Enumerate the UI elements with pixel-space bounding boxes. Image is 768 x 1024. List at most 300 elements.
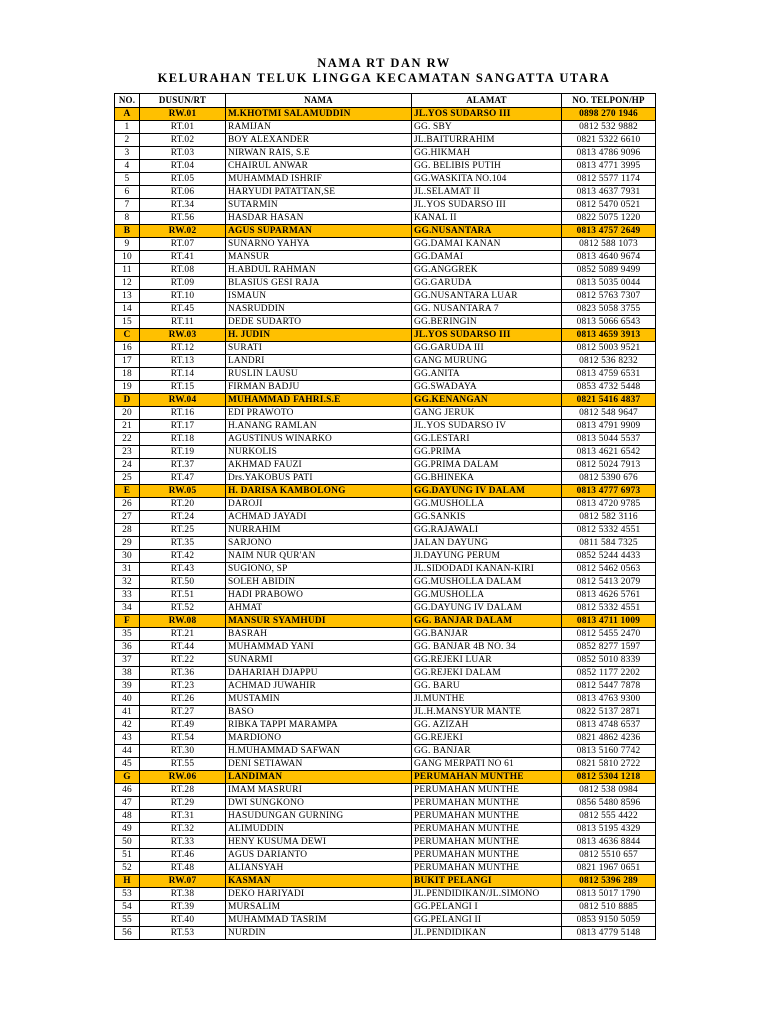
table-row: [115, 446, 656, 459]
cell-no: A: [115, 108, 140, 121]
cell-telpon: 0813 4759 6531: [562, 368, 656, 381]
cell-nama: DAROJI: [226, 498, 412, 511]
cell-no: 8: [115, 212, 140, 225]
cell-dusun-rt: RT.49: [140, 719, 226, 732]
table-row: [115, 407, 656, 420]
cell-telpon: 0812 5763 7307: [562, 290, 656, 303]
cell-nama: SUTARMIN: [226, 199, 412, 212]
cell-no: 24: [115, 459, 140, 472]
cell-nama: RUSLIN LAUSU: [226, 368, 412, 381]
table-row: [115, 199, 656, 212]
cell-nama: SUNARMI: [226, 654, 412, 667]
cell-no: 33: [115, 589, 140, 602]
cell-telpon: 0812 5470 0521: [562, 199, 656, 212]
cell-alamat: GG.DAMAI: [412, 251, 562, 264]
table-row: [115, 433, 656, 446]
cell-telpon: 0813 4777 6973: [562, 485, 656, 498]
table-row: [115, 173, 656, 186]
cell-nama: SURATI: [226, 342, 412, 355]
cell-no: 28: [115, 524, 140, 537]
cell-alamat: JL.YOS SUDARSO III: [412, 199, 562, 212]
cell-dusun-rt: RT.08: [140, 264, 226, 277]
cell-no: 16: [115, 342, 140, 355]
cell-alamat: PERUMAHAN MUNTHE: [412, 823, 562, 836]
cell-alamat: GG.BERINGIN: [412, 316, 562, 329]
cell-dusun-rt: RT.22: [140, 654, 226, 667]
table-row: [115, 134, 656, 147]
cell-nama: HARYUDI PATATTAN,SE: [226, 186, 412, 199]
cell-nama: Drs.YAKOBUS PATI: [226, 472, 412, 485]
cell-nama: HENY KUSUMA DEWI: [226, 836, 412, 849]
cell-telpon: 0811 584 7325: [562, 537, 656, 550]
table-row: [115, 836, 656, 849]
cell-alamat: GG. BANJAR: [412, 745, 562, 758]
cell-telpon: 0812 5396 289: [562, 875, 656, 888]
cell-alamat: GANG MURUNG: [412, 355, 562, 368]
cell-no: 36: [115, 641, 140, 654]
cell-dusun-rt: RT.52: [140, 602, 226, 615]
cell-dusun-rt: RT.29: [140, 797, 226, 810]
cell-telpon: 0852 8277 1597: [562, 641, 656, 654]
cell-telpon: 0852 5089 9499: [562, 264, 656, 277]
cell-dusun-rt: RT.40: [140, 914, 226, 927]
table-row: [115, 238, 656, 251]
cell-no: 54: [115, 901, 140, 914]
cell-no: 39: [115, 680, 140, 693]
cell-alamat: GG.BHINEKA: [412, 472, 562, 485]
cell-telpon: 0813 5017 1790: [562, 888, 656, 901]
table-row: [115, 511, 656, 524]
cell-telpon: 0812 5447 7878: [562, 680, 656, 693]
cell-telpon: 0852 5244 4433: [562, 550, 656, 563]
rw-row: [115, 108, 656, 121]
cell-alamat: GANG MERPATI NO 61: [412, 758, 562, 771]
cell-nama: DAHARIAH DJAPPU: [226, 667, 412, 680]
cell-nama: MANSUR SYAMHUDI: [226, 615, 412, 628]
cell-no: 38: [115, 667, 140, 680]
cell-telpon: 0853 4732 5448: [562, 381, 656, 394]
table-row: [115, 303, 656, 316]
table-row: [115, 758, 656, 771]
cell-alamat: GG.REJEKI LUAR: [412, 654, 562, 667]
cell-nama: HADI PRABOWO: [226, 589, 412, 602]
cell-alamat: JL.PENDIDIKAN: [412, 927, 562, 940]
table-row: [115, 381, 656, 394]
cell-telpon: 0813 4659 3913: [562, 329, 656, 342]
cell-telpon: 0813 4720 9785: [562, 498, 656, 511]
cell-no: H: [115, 875, 140, 888]
cell-alamat: PERUMAHAN MUNTHE: [412, 849, 562, 862]
cell-dusun-rt: RT.19: [140, 446, 226, 459]
cell-telpon: 0812 5332 4551: [562, 524, 656, 537]
cell-telpon: 0813 5160 7742: [562, 745, 656, 758]
cell-dusun-rt: RW.07: [140, 875, 226, 888]
cell-dusun-rt: RT.36: [140, 667, 226, 680]
cell-telpon: 0813 4757 2649: [562, 225, 656, 238]
cell-alamat: GG.ANITA: [412, 368, 562, 381]
cell-dusun-rt: RT.14: [140, 368, 226, 381]
cell-telpon: 0813 4779 5148: [562, 927, 656, 940]
cell-dusun-rt: RT.07: [140, 238, 226, 251]
cell-nama: BLASIUS GESI RAJA: [226, 277, 412, 290]
cell-nama: ALIMUDDIN: [226, 823, 412, 836]
cell-alamat: PERUMAHAN MUNTHE: [412, 771, 562, 784]
table-row: [115, 628, 656, 641]
cell-nama: SUNARNO YAHYA: [226, 238, 412, 251]
cell-no: 56: [115, 927, 140, 940]
cell-alamat: PERUMAHAN MUNTHE: [412, 797, 562, 810]
cell-nama: CHAIRUL ANWAR: [226, 160, 412, 173]
cell-no: F: [115, 615, 140, 628]
cell-no: 13: [115, 290, 140, 303]
table-row: [115, 524, 656, 537]
cell-nama: RAMIJAN: [226, 121, 412, 134]
cell-alamat: GG.GARUDA: [412, 277, 562, 290]
cell-alamat: GG.SWADAYA: [412, 381, 562, 394]
table-row: [115, 251, 656, 264]
cell-dusun-rt: RT.38: [140, 888, 226, 901]
cell-nama: NURDIN: [226, 927, 412, 940]
table-row: [115, 355, 656, 368]
cell-nama: LANDIMAN: [226, 771, 412, 784]
table-body: [115, 108, 656, 940]
cell-no: 20: [115, 407, 140, 420]
cell-telpon: 0812 5577 1174: [562, 173, 656, 186]
cell-dusun-rt: RT.23: [140, 680, 226, 693]
table-row: [115, 719, 656, 732]
cell-nama: AGUS SUPARMAN: [226, 225, 412, 238]
cell-no: 7: [115, 199, 140, 212]
table-row: [115, 888, 656, 901]
cell-dusun-rt: RT.51: [140, 589, 226, 602]
cell-dusun-rt: RT.41: [140, 251, 226, 264]
cell-alamat: GG.REJEKI: [412, 732, 562, 745]
cell-dusun-rt: RT.26: [140, 693, 226, 706]
cell-telpon: 0853 9150 5059: [562, 914, 656, 927]
cell-alamat: JL.BAITURRAHIM: [412, 134, 562, 147]
cell-nama: AGUSTINUS WINARKO: [226, 433, 412, 446]
cell-telpon: 0812 5413 2079: [562, 576, 656, 589]
cell-nama: ISMAUN: [226, 290, 412, 303]
cell-no: 6: [115, 186, 140, 199]
cell-no: 42: [115, 719, 140, 732]
table-row: [115, 316, 656, 329]
cell-no: 23: [115, 446, 140, 459]
header-dusun-rt: DUSUN/RT: [140, 94, 226, 108]
cell-telpon: 0821 4862 4236: [562, 732, 656, 745]
cell-no: B: [115, 225, 140, 238]
table-row: [115, 901, 656, 914]
cell-no: G: [115, 771, 140, 784]
rw-row: [115, 485, 656, 498]
cell-dusun-rt: RT.28: [140, 784, 226, 797]
table-row: [115, 342, 656, 355]
cell-dusun-rt: RT.48: [140, 862, 226, 875]
cell-alamat: GG.MUSHOLLA DALAM: [412, 576, 562, 589]
cell-no: 18: [115, 368, 140, 381]
cell-nama: BASO: [226, 706, 412, 719]
table-row: [115, 927, 656, 940]
cell-telpon: 0813 4621 6542: [562, 446, 656, 459]
cell-dusun-rt: RT.43: [140, 563, 226, 576]
cell-dusun-rt: RT.06: [140, 186, 226, 199]
table-row: [115, 667, 656, 680]
cell-no: 30: [115, 550, 140, 563]
cell-alamat: GG. AZIZAH: [412, 719, 562, 732]
cell-telpon: 0813 4786 9096: [562, 147, 656, 160]
cell-telpon: 0812 532 9882: [562, 121, 656, 134]
cell-dusun-rt: RT.16: [140, 407, 226, 420]
cell-telpon: 0812 5390 676: [562, 472, 656, 485]
cell-dusun-rt: RT.27: [140, 706, 226, 719]
cell-alamat: KANAL II: [412, 212, 562, 225]
cell-dusun-rt: RT.13: [140, 355, 226, 368]
cell-nama: ACHMAD JAYADI: [226, 511, 412, 524]
table-row: [115, 186, 656, 199]
cell-no: 9: [115, 238, 140, 251]
cell-dusun-rt: RT.42: [140, 550, 226, 563]
table-row: [115, 706, 656, 719]
cell-dusun-rt: RW.08: [140, 615, 226, 628]
cell-nama: DEKO HARIYADI: [226, 888, 412, 901]
cell-alamat: GG. BANJAR 4B NO. 34: [412, 641, 562, 654]
cell-nama: MARDIONO: [226, 732, 412, 745]
cell-dusun-rt: RT.02: [140, 134, 226, 147]
header-alamat: ALAMAT: [412, 94, 562, 108]
cell-no: 5: [115, 173, 140, 186]
cell-dusun-rt: RT.03: [140, 147, 226, 160]
cell-alamat: GANG JERUK: [412, 407, 562, 420]
cell-telpon: 0812 5332 4551: [562, 602, 656, 615]
cell-nama: H. DARISA KAMBOLONG: [226, 485, 412, 498]
cell-alamat: GG.WASKITA NO.104: [412, 173, 562, 186]
cell-no: 52: [115, 862, 140, 875]
cell-telpon: 0823 5058 3755: [562, 303, 656, 316]
rw-row: [115, 875, 656, 888]
table-row: [115, 498, 656, 511]
cell-nama: MURSALIM: [226, 901, 412, 914]
cell-no: 14: [115, 303, 140, 316]
cell-nama: NAIM NUR QUR'AN: [226, 550, 412, 563]
cell-alamat: GG.MUSHOLLA: [412, 589, 562, 602]
table-row: [115, 914, 656, 927]
cell-no: E: [115, 485, 140, 498]
cell-alamat: JL.SIDODADI KANAN-KIRI: [412, 563, 562, 576]
cell-nama: DENI SETIAWAN: [226, 758, 412, 771]
cell-telpon: 0812 536 8232: [562, 355, 656, 368]
cell-alamat: GG.REJEKI DALAM: [412, 667, 562, 680]
cell-nama: ALIANSYAH: [226, 862, 412, 875]
cell-nama: SARJONO: [226, 537, 412, 550]
cell-no: 35: [115, 628, 140, 641]
cell-telpon: 0821 5416 4837: [562, 394, 656, 407]
table-row: [115, 264, 656, 277]
cell-telpon: 0812 5024 7913: [562, 459, 656, 472]
header-telpon: NO. TELPON/HP: [562, 94, 656, 108]
cell-no: 26: [115, 498, 140, 511]
cell-alamat: GG. BANJAR DALAM: [412, 615, 562, 628]
table-row: [115, 576, 656, 589]
table-row: [115, 641, 656, 654]
table-row: [115, 693, 656, 706]
cell-nama: ACHMAD JUWAHIR: [226, 680, 412, 693]
cell-nama: MUHAMMAD TASRIM: [226, 914, 412, 927]
cell-no: 27: [115, 511, 140, 524]
cell-alamat: GG.KENANGAN: [412, 394, 562, 407]
cell-telpon: 0813 5044 5537: [562, 433, 656, 446]
cell-dusun-rt: RT.56: [140, 212, 226, 225]
cell-no: 29: [115, 537, 140, 550]
cell-nama: MANSUR: [226, 251, 412, 264]
cell-no: 17: [115, 355, 140, 368]
cell-telpon: 0821 5810 2722: [562, 758, 656, 771]
cell-no: 12: [115, 277, 140, 290]
cell-nama: KASMAN: [226, 875, 412, 888]
table-row: [115, 784, 656, 797]
document-title: NAMA RT DAN RW: [317, 56, 451, 70]
cell-dusun-rt: RT.01: [140, 121, 226, 134]
table-row: [115, 732, 656, 745]
cell-alamat: GG. NUSANTARA 7: [412, 303, 562, 316]
cell-dusun-rt: RT.44: [140, 641, 226, 654]
cell-telpon: 0813 4640 9674: [562, 251, 656, 264]
cell-no: 34: [115, 602, 140, 615]
table-row: [115, 550, 656, 563]
cell-no: 2: [115, 134, 140, 147]
cell-dusun-rt: RT.33: [140, 836, 226, 849]
cell-no: 21: [115, 420, 140, 433]
cell-no: 50: [115, 836, 140, 849]
cell-dusun-rt: RT.18: [140, 433, 226, 446]
cell-alamat: GG.HIKMAH: [412, 147, 562, 160]
table-row: [115, 368, 656, 381]
cell-telpon: 0813 5066 6543: [562, 316, 656, 329]
cell-nama: DWI SUNGKONO: [226, 797, 412, 810]
cell-nama: M.KHOTMI SALAMUDDIN: [226, 108, 412, 121]
cell-nama: HASDAR HASAN: [226, 212, 412, 225]
cell-alamat: PERUMAHAN MUNTHE: [412, 784, 562, 797]
cell-no: 44: [115, 745, 140, 758]
rt-rw-table: [114, 93, 656, 940]
cell-dusun-rt: RT.09: [140, 277, 226, 290]
cell-no: 43: [115, 732, 140, 745]
cell-telpon: 0813 4791 9909: [562, 420, 656, 433]
table-row: [115, 745, 656, 758]
rw-row: [115, 771, 656, 784]
cell-no: 37: [115, 654, 140, 667]
cell-telpon: 0898 270 1946: [562, 108, 656, 121]
table-row: [115, 862, 656, 875]
cell-no: 45: [115, 758, 140, 771]
cell-alamat: JL.SELAMAT II: [412, 186, 562, 199]
cell-dusun-rt: RT.47: [140, 472, 226, 485]
table-row: [115, 160, 656, 173]
cell-dusun-rt: RT.55: [140, 758, 226, 771]
cell-no: 53: [115, 888, 140, 901]
cell-dusun-rt: RT.34: [140, 199, 226, 212]
cell-telpon: 0852 1177 2202: [562, 667, 656, 680]
cell-no: 41: [115, 706, 140, 719]
cell-telpon: 0812 5003 9521: [562, 342, 656, 355]
cell-no: 3: [115, 147, 140, 160]
cell-telpon: 0813 4771 3995: [562, 160, 656, 173]
cell-dusun-rt: RT.37: [140, 459, 226, 472]
cell-dusun-rt: RT.21: [140, 628, 226, 641]
cell-nama: MUHAMMAD ISHRIF: [226, 173, 412, 186]
table-row: [115, 459, 656, 472]
cell-telpon: 0812 538 0984: [562, 784, 656, 797]
cell-nama: NIRWAN RAIS, S.E: [226, 147, 412, 160]
rw-row: [115, 394, 656, 407]
cell-no: D: [115, 394, 140, 407]
cell-alamat: GG.SANKIS: [412, 511, 562, 524]
cell-dusun-rt: RT.54: [140, 732, 226, 745]
cell-telpon: 0821 5322 6610: [562, 134, 656, 147]
cell-alamat: GG.DAYUNG IV DALAM: [412, 602, 562, 615]
cell-dusun-rt: RT.30: [140, 745, 226, 758]
cell-alamat: GG.DAMAI KANAN: [412, 238, 562, 251]
cell-alamat: GG.BANJAR: [412, 628, 562, 641]
cell-dusun-rt: RT.20: [140, 498, 226, 511]
cell-telpon: 0812 588 1073: [562, 238, 656, 251]
cell-no: 19: [115, 381, 140, 394]
cell-no: 49: [115, 823, 140, 836]
cell-nama: H.MUHAMMAD SAFWAN: [226, 745, 412, 758]
header-nama: NAMA: [226, 94, 412, 108]
cell-dusun-rt: RW.02: [140, 225, 226, 238]
table-row: [115, 212, 656, 225]
cell-dusun-rt: RT.05: [140, 173, 226, 186]
cell-dusun-rt: RT.12: [140, 342, 226, 355]
cell-dusun-rt: RT.35: [140, 537, 226, 550]
cell-alamat: GG.RAJAWALI: [412, 524, 562, 537]
cell-nama: BASRAH: [226, 628, 412, 641]
cell-telpon: 0812 5462 0563: [562, 563, 656, 576]
table-row: [115, 602, 656, 615]
cell-nama: RIBKA TAPPI MARAMPA: [226, 719, 412, 732]
cell-alamat: GG. SBY: [412, 121, 562, 134]
cell-no: 11: [115, 264, 140, 277]
cell-alamat: PERUMAHAN MUNTHE: [412, 810, 562, 823]
cell-alamat: JL.YOS SUDARSO III: [412, 108, 562, 121]
cell-dusun-rt: RT.10: [140, 290, 226, 303]
header-no: NO.: [115, 94, 140, 108]
table-row: [115, 849, 656, 862]
cell-telpon: 0813 5035 0044: [562, 277, 656, 290]
cell-dusun-rt: RW.04: [140, 394, 226, 407]
cell-dusun-rt: RW.01: [140, 108, 226, 121]
cell-nama: SUGIONO, SP: [226, 563, 412, 576]
cell-no: 32: [115, 576, 140, 589]
cell-telpon: 0812 582 3116: [562, 511, 656, 524]
cell-telpon: 0812 548 9647: [562, 407, 656, 420]
cell-alamat: GG.LESTARI: [412, 433, 562, 446]
table-row: [115, 121, 656, 134]
cell-nama: EDI PRAWOTO: [226, 407, 412, 420]
cell-nama: AHMAT: [226, 602, 412, 615]
cell-dusun-rt: RT.53: [140, 927, 226, 940]
cell-nama: MUSTAMIN: [226, 693, 412, 706]
cell-alamat: PERUMAHAN MUNTHE: [412, 862, 562, 875]
cell-alamat: GG.MUSHOLLA: [412, 498, 562, 511]
cell-alamat: BUKIT PELANGI: [412, 875, 562, 888]
cell-dusun-rt: RT.50: [140, 576, 226, 589]
cell-dusun-rt: RT.04: [140, 160, 226, 173]
cell-alamat: GG.ANGGREK: [412, 264, 562, 277]
cell-telpon: 0813 4763 9300: [562, 693, 656, 706]
cell-telpon: 0821 1967 0651: [562, 862, 656, 875]
cell-no: C: [115, 329, 140, 342]
